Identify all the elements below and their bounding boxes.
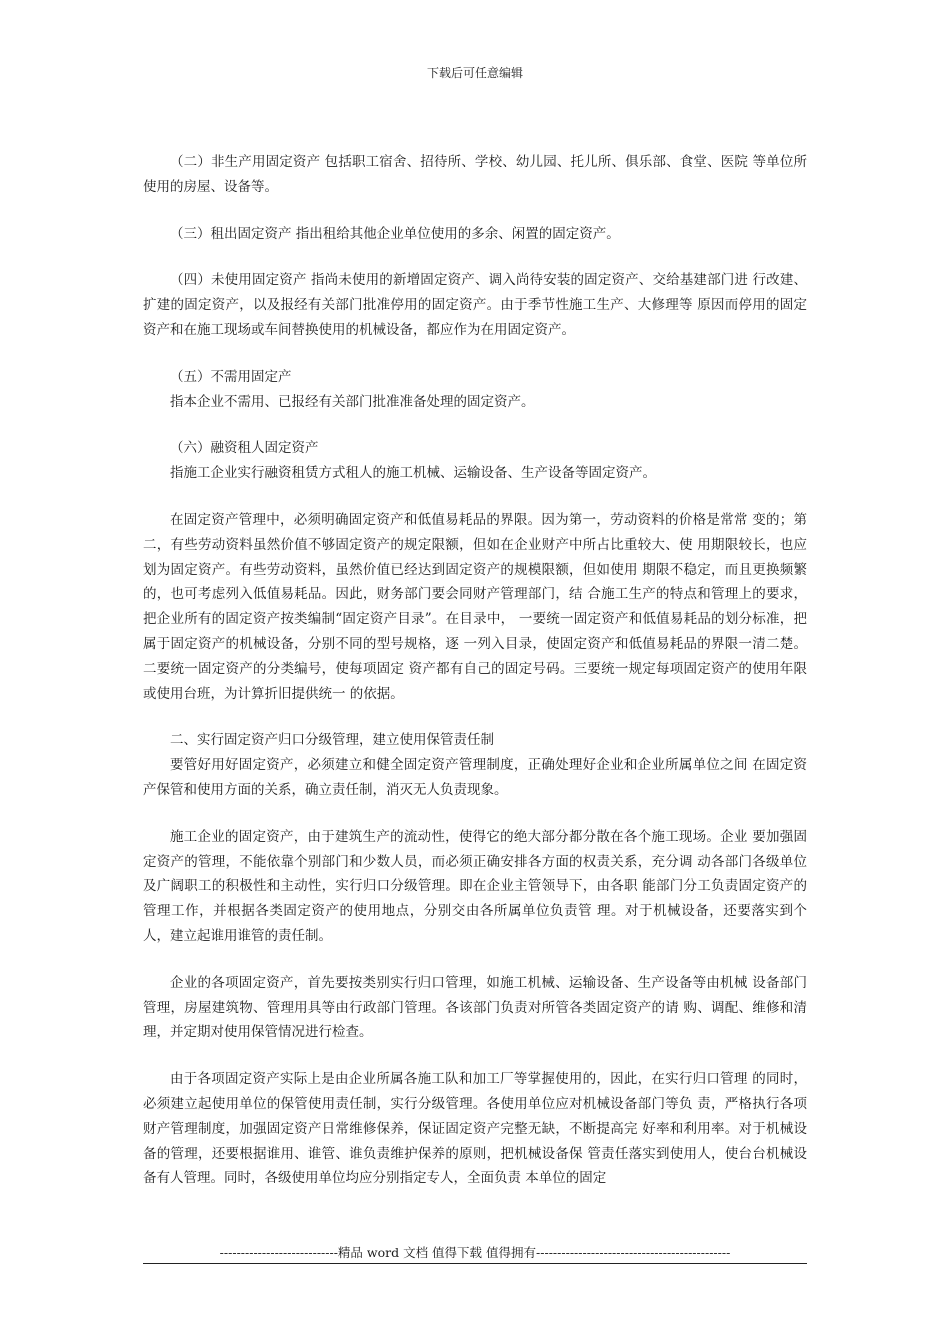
- paragraph-category-management: 企业的各项固定资产，首先要按类别实行归口管理，如施工机械、运输设备、生产设备等由机械 设备部门管理，房屋建筑物、管理用具等由行政部门管理。各该部门负责对所管各类固定资产的请 购、调配、维修和清理，并定期对使用保管情况进行检查。: [143, 974, 807, 1041]
- page-footer: ----------------------------精品 word 文档 值得下载 值得拥有----------------------------------------------: [219, 1245, 731, 1260]
- paragraph-financed-lease-assets: 指施工企业实行融资租赁方式租人的施工机械、运输设备、生产设备等固定资产。: [170, 465, 656, 482]
- paragraph-management-system: 要管好用好固定资产，必须建立和健全固定资产管理制度，正确处理好企业和企业所属单位之间 在固定资产保管和使用方面的关系，确立责任制，消灭无人负责现象。: [143, 757, 807, 798]
- paragraph-responsibility-system: 由于各项固定资产实际上是由企业所属各施工队和加工厂等掌握使用的，因此，在实行归口管理 的同时，必须建立起使用单位的保管使用责任制，实行分级管理。各使用单位应对机械设备部门等负 责，严格执行各项财产管理制度，加强固定资产日常维修保养，保证固定资产完整无缺，不断提高完 好率和利用率。对于机械设备的管理，还要根据谁用、谁管、谁负责维护保养的原则，把机械设备保 管责任落实到使用人，使台台机械设备有人管理。同时，各级使用单位均应分别指定专人，全面负责 本单位的固定: [143, 1071, 807, 1187]
- paragraph-construction-assets: 施工企业的固定资产，由于建筑生产的流动性，使得它的绝大部分都分散在各个施工现场。企业 要加强固定资产的管理，不能依靠个别部门和少数人员，而必须正确安排各方面的权责关系，充分调 动各部门各级单位及广阔职工的积极性和主动性，实行归口分级管理。即在企业主管领导下，由各职 能部门分工负责固定资产的管理工作，并根据各类固定资产的使用地点，分别交由各所属单位负责管 理。对于机械设备，还要落实到个人，建立起谁用谁管的责任制。: [143, 828, 807, 944]
- paragraph-leased-out-assets: （三）租出固定资产 指出租给其他企业单位使用的多余、闲置的固定资产。: [170, 225, 620, 242]
- paragraph-unused-assets: （四）未使用固定资产 指尚未使用的新增固定资产、调入尚待安装的固定资产、交给基建部门进 行改建、扩建的固定资产，以及报经有关部门批准停用的固定资产。由于季节性施工生产、大修理等 原因而停用的固定资产和在施工现场或车间替换使用的机械设备，都应作为在用固定资产。: [143, 272, 807, 338]
- footer-rule: [143, 1263, 807, 1264]
- section-heading-financed-lease: （六）融资租人固定资产: [170, 440, 319, 457]
- paragraph-asset-boundary: 在固定资产管理中，必须明确固定资产和低值易耗品的界限。因为第一，劳动资料的价格是常常 变的；第二，有些劳动资料虽然价值不够固定资产的规定限额，但如在企业财产中所占比重较大、使 用期限较长，也应划为固定资产。有些劳动资料，虽然价值已经达到固定资产的规模限额，但如使用 期限不稳定，而且更换频繁的，也可考虑列入低值易耗品。因此，财务部门要会同财产管理部门，结 合施工生产的特点和管理上的要求，把企业所有的固定资产按类编制“固定资产目录”。在目录中， 一要统一固定资产和低值易耗品的划分标准，把属于固定资产的机械设备，分别不同的型号规格，逐 一列入目录，使固定资产和低值易耗品的界限一清二楚。二要统一固定资产的分类编号，使每项固定 资产都有自己的固定号码。三要统一规定每项固定资产的使用年限或使用台班，为计算折旧提供统一 的依据。: [143, 511, 807, 702]
- section-heading-management: 二、实行固定资产归口分级管理，建立使用保管责任制: [170, 732, 494, 749]
- document-body: [143, 150, 807, 1191]
- paragraph-not-needed-assets: 指本企业不需用、已报经有关部门批准准备处理的固定资产。: [170, 393, 535, 410]
- paragraph-non-production-assets: （二）非生产用固定资产 包括职工宿舍、招待所、学校、幼儿园、托儿所、俱乐部、食堂、医院 等单位所使用的房屋、设备等。: [143, 154, 807, 195]
- page-header: 下载后可任意编辑: [426, 66, 523, 80]
- section-heading-not-needed: （五）不需用固定产: [170, 368, 292, 385]
